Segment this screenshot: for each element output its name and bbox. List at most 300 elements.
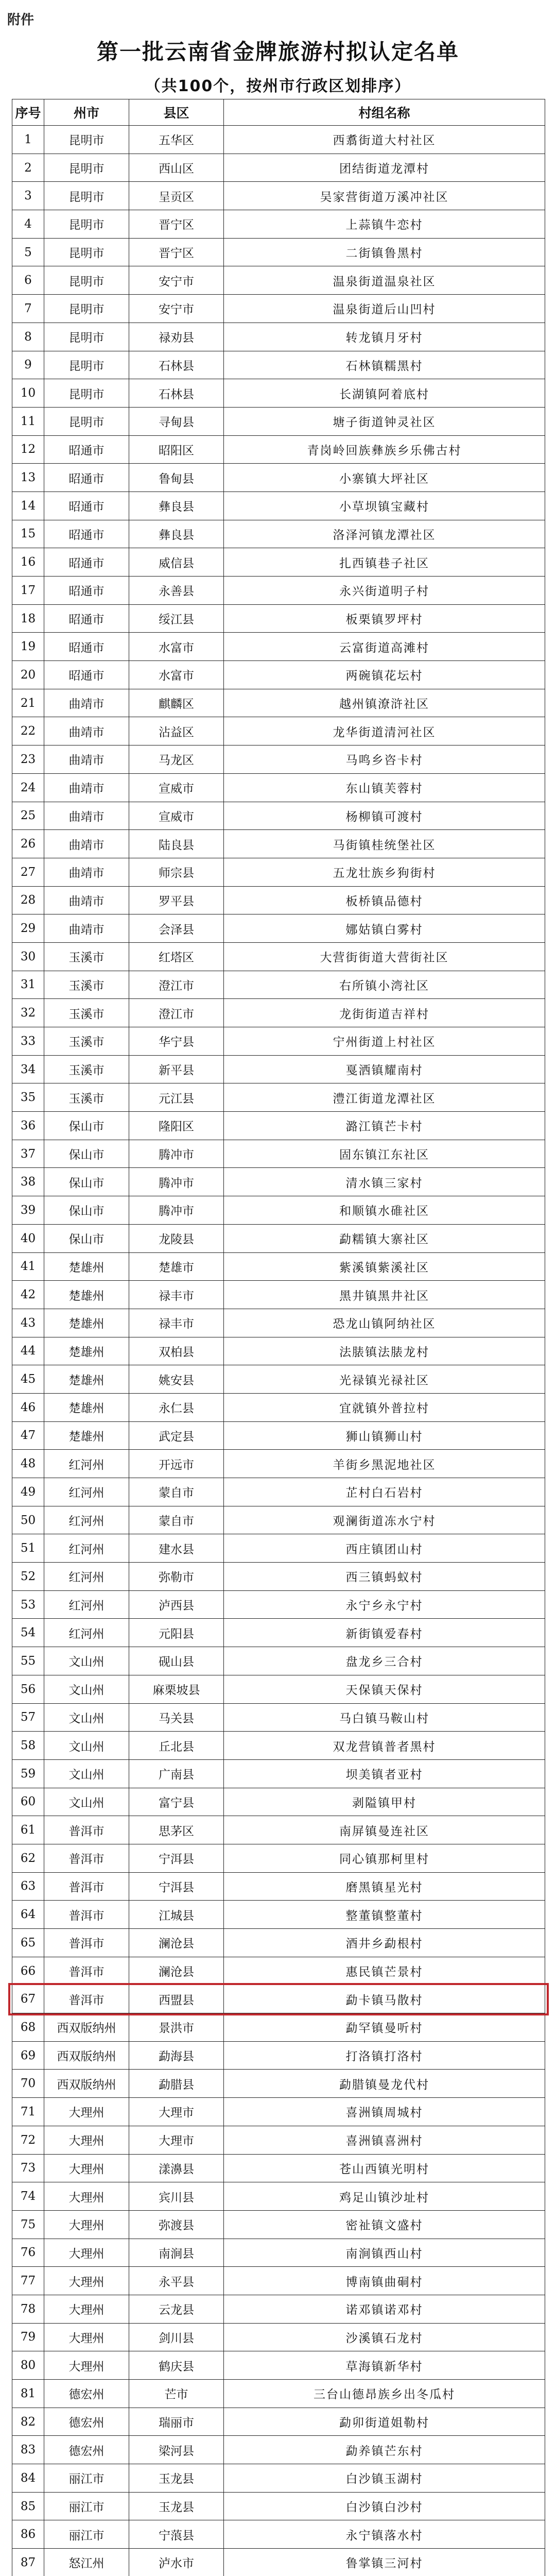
- cell-prefecture: 普洱市: [44, 1816, 129, 1844]
- cell-number: 21: [12, 689, 44, 717]
- cell-county: 弥勒市: [129, 1563, 224, 1591]
- column-header-number: 序号: [12, 99, 44, 126]
- cell-county: 蒙自市: [129, 1506, 224, 1534]
- cell-number: 87: [12, 2549, 44, 2576]
- cell-county: 勐腊县: [129, 2070, 224, 2098]
- cell-prefecture: 楚雄州: [44, 1309, 129, 1337]
- table-row: [12, 1450, 545, 1478]
- village-list-table: [12, 99, 545, 2576]
- table-row: [12, 1027, 545, 1056]
- table-row: [12, 1563, 545, 1591]
- table-row: [12, 492, 545, 520]
- cell-county: 宁洱县: [129, 1844, 224, 1872]
- cell-number: 59: [12, 1759, 44, 1788]
- cell-number: 32: [12, 999, 44, 1027]
- cell-county: 澄江市: [129, 999, 224, 1027]
- table-row: [12, 464, 545, 492]
- cell-village: 勐罕镇曼听村: [224, 2013, 545, 2042]
- cell-number: 22: [12, 717, 44, 745]
- cell-number: 50: [12, 1506, 44, 1534]
- cell-village: 潞江镇芒卡村: [224, 1112, 545, 1140]
- cell-county: 景洪市: [129, 2013, 224, 2042]
- table-row: [12, 1534, 545, 1563]
- cell-prefecture: 红河州: [44, 1619, 129, 1647]
- cell-village: 西庄镇团山村: [224, 1534, 545, 1563]
- table-row: [12, 2549, 545, 2576]
- table-row: [12, 2098, 545, 2126]
- cell-county: 安宁市: [129, 295, 224, 323]
- table-row: [12, 971, 545, 999]
- cell-county: 永善县: [129, 577, 224, 605]
- table-row: [12, 1675, 545, 1703]
- cell-number: 71: [12, 2098, 44, 2126]
- table-row: [12, 379, 545, 408]
- column-header-village: 村组名称: [224, 99, 545, 126]
- table-row: [12, 2520, 545, 2549]
- table-row: [12, 266, 545, 295]
- cell-prefecture: 昭通市: [44, 548, 129, 577]
- table-body: [12, 126, 545, 2576]
- cell-number: 39: [12, 1196, 44, 1225]
- cell-number: 65: [12, 1929, 44, 1957]
- cell-county: 玉龙县: [129, 2464, 224, 2493]
- cell-county: 禄丰市: [129, 1281, 224, 1309]
- cell-prefecture: 昭通市: [44, 604, 129, 633]
- cell-village: 扎西镇巷子社区: [224, 548, 545, 577]
- table-row: [12, 717, 545, 745]
- cell-county: 元阳县: [129, 1619, 224, 1647]
- cell-county: 澜沧县: [129, 1957, 224, 1985]
- cell-prefecture: 文山州: [44, 1647, 129, 1675]
- cell-prefecture: 玉溪市: [44, 942, 129, 971]
- cell-county: 腾冲市: [129, 1140, 224, 1168]
- column-header-prefecture: 州市: [44, 99, 129, 126]
- cell-village: 勐糯镇大寨社区: [224, 1224, 545, 1252]
- cell-prefecture: 昭通市: [44, 435, 129, 464]
- table-row: [12, 2380, 545, 2408]
- table-row: [12, 1393, 545, 1421]
- cell-number: 1: [12, 126, 44, 154]
- cell-village: 宜就镇外普拉村: [224, 1393, 545, 1421]
- cell-number: 76: [12, 2239, 44, 2267]
- cell-prefecture: 楚雄州: [44, 1337, 129, 1365]
- cell-county: 腾冲市: [129, 1196, 224, 1225]
- cell-county: 宾川县: [129, 2182, 224, 2211]
- cell-prefecture: 曲靖市: [44, 802, 129, 830]
- cell-county: 江城县: [129, 1901, 224, 1929]
- table-row: [12, 830, 545, 858]
- cell-number: 3: [12, 182, 44, 210]
- cell-number: 34: [12, 1055, 44, 1083]
- table-row: [12, 1252, 545, 1281]
- cell-village: 温泉街道后山凹村: [224, 295, 545, 323]
- cell-village: 喜洲镇周城村: [224, 2098, 545, 2126]
- cell-village: 温泉街道温泉社区: [224, 266, 545, 295]
- cell-village: 勐卡镇马散村: [224, 1985, 545, 2013]
- cell-county: 砚山县: [129, 1647, 224, 1675]
- cell-prefecture: 大理州: [44, 2098, 129, 2126]
- cell-number: 54: [12, 1619, 44, 1647]
- cell-prefecture: 红河州: [44, 1450, 129, 1478]
- cell-village: 二街镇鲁黑村: [224, 238, 545, 266]
- cell-county: 宁蒗县: [129, 2520, 224, 2549]
- cell-prefecture: 昆明市: [44, 182, 129, 210]
- table-row: [12, 1590, 545, 1619]
- cell-number: 11: [12, 407, 44, 435]
- cell-prefecture: 西双版纳州: [44, 2013, 129, 2042]
- cell-prefecture: 昭通市: [44, 464, 129, 492]
- cell-village: 杨柳镇可渡村: [224, 802, 545, 830]
- cell-village: 永宁镇落水村: [224, 2520, 545, 2549]
- cell-county: 思茅区: [129, 1816, 224, 1844]
- cell-village: 天保镇天保村: [224, 1675, 545, 1703]
- cell-number: 60: [12, 1788, 44, 1816]
- cell-county: 罗平县: [129, 886, 224, 914]
- cell-county: 师宗县: [129, 858, 224, 886]
- cell-county: 富宁县: [129, 1788, 224, 1816]
- cell-village: 龙街街道吉祥村: [224, 999, 545, 1027]
- cell-village: 鲁掌镇三河村: [224, 2549, 545, 2576]
- table-row: [12, 1196, 545, 1225]
- table-row: [12, 1055, 545, 1083]
- cell-prefecture: 文山州: [44, 1788, 129, 1816]
- cell-prefecture: 保山市: [44, 1196, 129, 1225]
- table-row: [12, 745, 545, 774]
- cell-county: 澄江市: [129, 971, 224, 999]
- table-row: [12, 1759, 545, 1788]
- cell-prefecture: 昆明市: [44, 210, 129, 239]
- cell-number: 43: [12, 1309, 44, 1337]
- cell-number: 64: [12, 1901, 44, 1929]
- cell-number: 57: [12, 1703, 44, 1732]
- table-row: [12, 2323, 545, 2351]
- cell-village: 青岗岭回族彝族乡乐佛古村: [224, 435, 545, 464]
- cell-prefecture: 玉溪市: [44, 971, 129, 999]
- table-row: [12, 548, 545, 577]
- cell-county: 姚安县: [129, 1365, 224, 1394]
- cell-number: 28: [12, 886, 44, 914]
- cell-village: 密祉镇文盛村: [224, 2210, 545, 2239]
- cell-prefecture: 昆明市: [44, 238, 129, 266]
- cell-village: 板桥镇品德村: [224, 886, 545, 914]
- cell-number: 18: [12, 604, 44, 633]
- cell-number: 19: [12, 633, 44, 661]
- cell-prefecture: 昆明市: [44, 351, 129, 379]
- cell-number: 17: [12, 577, 44, 605]
- cell-number: 66: [12, 1957, 44, 1985]
- cell-village: 长湖镇阿着底村: [224, 379, 545, 408]
- cell-number: 83: [12, 2436, 44, 2464]
- cell-number: 56: [12, 1675, 44, 1703]
- cell-prefecture: 德宏州: [44, 2380, 129, 2408]
- cell-prefecture: 昆明市: [44, 295, 129, 323]
- cell-village: 狮山镇狮山村: [224, 1421, 545, 1450]
- cell-village: 黑井镇黑井社区: [224, 1281, 545, 1309]
- cell-village: 塘子街道钟灵社区: [224, 407, 545, 435]
- cell-prefecture: 昭通市: [44, 492, 129, 520]
- cell-number: 8: [12, 323, 44, 351]
- cell-number: 62: [12, 1844, 44, 1872]
- cell-county: 威信县: [129, 548, 224, 577]
- cell-number: 74: [12, 2182, 44, 2211]
- table-row: [12, 1844, 545, 1872]
- cell-number: 14: [12, 492, 44, 520]
- cell-prefecture: 红河州: [44, 1506, 129, 1534]
- cell-county: 彝良县: [129, 492, 224, 520]
- cell-village: 戛洒镇耀南村: [224, 1055, 545, 1083]
- table-row: [12, 2041, 545, 2070]
- cell-prefecture: 昭通市: [44, 577, 129, 605]
- cell-prefecture: 丽江市: [44, 2520, 129, 2549]
- cell-number: 38: [12, 1168, 44, 1196]
- cell-county: 永平县: [129, 2267, 224, 2295]
- cell-prefecture: 大理州: [44, 2267, 129, 2295]
- cell-village: 右所镇小湾社区: [224, 971, 545, 999]
- cell-county: 蒙自市: [129, 1478, 224, 1506]
- cell-county: 弥渡县: [129, 2210, 224, 2239]
- cell-village: 喜洲镇喜洲村: [224, 2126, 545, 2154]
- table-row: [12, 633, 545, 661]
- table-row: [12, 2154, 545, 2182]
- cell-village: 勐养镇芒东村: [224, 2436, 545, 2464]
- cell-county: 禄劝县: [129, 323, 224, 351]
- cell-prefecture: 普洱市: [44, 1872, 129, 1901]
- cell-village: 两碗镇花坛村: [224, 661, 545, 689]
- cell-prefecture: 曲靖市: [44, 689, 129, 717]
- cell-village: 白沙镇白沙村: [224, 2492, 545, 2520]
- cell-prefecture: 大理州: [44, 2351, 129, 2380]
- table-row: [12, 1732, 545, 1760]
- cell-county: 剑川县: [129, 2323, 224, 2351]
- cell-village: 吴家营街道万溪冲社区: [224, 182, 545, 210]
- cell-village: 洛泽河镇龙潭社区: [224, 520, 545, 548]
- cell-prefecture: 保山市: [44, 1168, 129, 1196]
- table-row: [12, 1957, 545, 1985]
- cell-prefecture: 丽江市: [44, 2464, 129, 2493]
- cell-county: 彝良县: [129, 520, 224, 548]
- cell-village: 紫溪镇紫溪社区: [224, 1252, 545, 1281]
- cell-village: 三台山德昂族乡出冬瓜村: [224, 2380, 545, 2408]
- cell-village: 芷村白石岩村: [224, 1478, 545, 1506]
- cell-county: 宣威市: [129, 773, 224, 802]
- cell-prefecture: 大理州: [44, 2323, 129, 2351]
- cell-number: 31: [12, 971, 44, 999]
- cell-prefecture: 保山市: [44, 1112, 129, 1140]
- table-row: [12, 2126, 545, 2154]
- cell-number: 61: [12, 1816, 44, 1844]
- cell-prefecture: 曲靖市: [44, 830, 129, 858]
- table-row: [12, 1619, 545, 1647]
- cell-village: 光禄镇光禄社区: [224, 1365, 545, 1394]
- table-row: [12, 351, 545, 379]
- table-row: [12, 2408, 545, 2436]
- page-title: 第一批云南省金牌旅游村拟认定名单: [96, 39, 459, 64]
- table-row: [12, 2013, 545, 2042]
- table-row: [12, 577, 545, 605]
- cell-number: 63: [12, 1872, 44, 1901]
- cell-prefecture: 楚雄州: [44, 1252, 129, 1281]
- cell-county: 鹤庆县: [129, 2351, 224, 2380]
- cell-village: 南屏镇曼连社区: [224, 1816, 545, 1844]
- table-row: [12, 1421, 545, 1450]
- cell-village: 永兴街道明子村: [224, 577, 545, 605]
- cell-village: 固东镇江东社区: [224, 1140, 545, 1168]
- table-row: [12, 1872, 545, 1901]
- cell-county: 寻甸县: [129, 407, 224, 435]
- cell-prefecture: 昆明市: [44, 266, 129, 295]
- table-row: [12, 435, 545, 464]
- cell-number: 75: [12, 2210, 44, 2239]
- cell-prefecture: 怒江州: [44, 2549, 129, 2576]
- table-header-row: [12, 99, 545, 126]
- cell-prefecture: 昆明市: [44, 379, 129, 408]
- cell-prefecture: 大理州: [44, 2126, 129, 2154]
- cell-prefecture: 文山州: [44, 1675, 129, 1703]
- cell-number: 47: [12, 1421, 44, 1450]
- cell-number: 27: [12, 858, 44, 886]
- cell-prefecture: 红河州: [44, 1563, 129, 1591]
- cell-prefecture: 西双版纳州: [44, 2041, 129, 2070]
- cell-number: 20: [12, 661, 44, 689]
- cell-prefecture: 曲靖市: [44, 858, 129, 886]
- cell-village: 惠民镇芒景村: [224, 1957, 545, 1985]
- cell-number: 69: [12, 2041, 44, 2070]
- cell-number: 68: [12, 2013, 44, 2042]
- cell-number: 84: [12, 2464, 44, 2493]
- cell-county: 大理市: [129, 2126, 224, 2154]
- cell-county: 宣威市: [129, 802, 224, 830]
- cell-number: 55: [12, 1647, 44, 1675]
- cell-county: 瑞丽市: [129, 2408, 224, 2436]
- cell-village: 酒井乡勐根村: [224, 1929, 545, 1957]
- cell-prefecture: 曲靖市: [44, 773, 129, 802]
- table-row: [12, 914, 545, 943]
- cell-county: 元江县: [129, 1083, 224, 1112]
- cell-village: 观澜街道冻水宁村: [224, 1506, 545, 1534]
- cell-county: 梁河县: [129, 2436, 224, 2464]
- cell-county: 石林县: [129, 351, 224, 379]
- cell-county: 呈贡区: [129, 182, 224, 210]
- cell-number: 79: [12, 2323, 44, 2351]
- cell-prefecture: 普洱市: [44, 1985, 129, 2013]
- cell-prefecture: 红河州: [44, 1534, 129, 1563]
- cell-number: 53: [12, 1590, 44, 1619]
- cell-prefecture: 曲靖市: [44, 886, 129, 914]
- table-row: [12, 604, 545, 633]
- cell-prefecture: 昆明市: [44, 154, 129, 182]
- cell-number: 4: [12, 210, 44, 239]
- cell-county: 鲁甸县: [129, 464, 224, 492]
- cell-prefecture: 楚雄州: [44, 1281, 129, 1309]
- cell-prefecture: 大理州: [44, 2295, 129, 2323]
- cell-county: 宁洱县: [129, 1872, 224, 1901]
- table-row: [12, 1985, 545, 2013]
- cell-county: 双柏县: [129, 1337, 224, 1365]
- cell-village: 羊街乡黑泥地社区: [224, 1450, 545, 1478]
- cell-prefecture: 大理州: [44, 2239, 129, 2267]
- cell-number: 46: [12, 1393, 44, 1421]
- cell-number: 80: [12, 2351, 44, 2380]
- table-row: [12, 858, 545, 886]
- table-row: [12, 238, 545, 266]
- cell-prefecture: 玉溪市: [44, 1055, 129, 1083]
- cell-prefecture: 德宏州: [44, 2436, 129, 2464]
- cell-prefecture: 丽江市: [44, 2492, 129, 2520]
- cell-number: 24: [12, 773, 44, 802]
- cell-village: 澧江街道龙潭社区: [224, 1083, 545, 1112]
- cell-number: 81: [12, 2380, 44, 2408]
- cell-village: 大营街街道大营街社区: [224, 942, 545, 971]
- cell-county: 泸水市: [129, 2549, 224, 2576]
- cell-number: 16: [12, 548, 44, 577]
- cell-village: 娜姑镇白雾村: [224, 914, 545, 943]
- cell-prefecture: 楚雄州: [44, 1393, 129, 1421]
- cell-county: 安宁市: [129, 266, 224, 295]
- table-row: [12, 661, 545, 689]
- cell-number: 30: [12, 942, 44, 971]
- cell-number: 29: [12, 914, 44, 943]
- cell-county: 石林县: [129, 379, 224, 408]
- cell-county: 昭阳区: [129, 435, 224, 464]
- cell-county: 水富市: [129, 661, 224, 689]
- cell-village: 双龙营镇普者黑村: [224, 1732, 545, 1760]
- table-row: [12, 1901, 545, 1929]
- cell-prefecture: 玉溪市: [44, 999, 129, 1027]
- cell-number: 13: [12, 464, 44, 492]
- cell-prefecture: 德宏州: [44, 2408, 129, 2436]
- cell-number: 7: [12, 295, 44, 323]
- cell-prefecture: 昆明市: [44, 126, 129, 154]
- cell-village: 板栗镇罗坪村: [224, 604, 545, 633]
- cell-county: 麻栗坡县: [129, 1675, 224, 1703]
- table-row: [12, 1224, 545, 1252]
- cell-village: 五龙壮族乡狗街村: [224, 858, 545, 886]
- cell-village: 马街镇桂统堡社区: [224, 830, 545, 858]
- cell-number: 37: [12, 1140, 44, 1168]
- cell-prefecture: 玉溪市: [44, 1083, 129, 1112]
- attachment-label: 附件: [7, 12, 34, 28]
- table-row: [12, 1281, 545, 1309]
- cell-county: 禄丰市: [129, 1309, 224, 1337]
- cell-number: 58: [12, 1732, 44, 1760]
- cell-number: 72: [12, 2126, 44, 2154]
- table-row: [12, 520, 545, 548]
- table-row: [12, 999, 545, 1027]
- table-row: [12, 689, 545, 717]
- cell-number: 25: [12, 802, 44, 830]
- table-row: [12, 2436, 545, 2464]
- table-row: [12, 2295, 545, 2323]
- cell-village: 小草坝镇宝藏村: [224, 492, 545, 520]
- cell-county: 南涧县: [129, 2239, 224, 2267]
- cell-village: 坝美镇者亚村: [224, 1759, 545, 1788]
- cell-prefecture: 昭通市: [44, 520, 129, 548]
- cell-county: 漾濞县: [129, 2154, 224, 2182]
- cell-number: 35: [12, 1083, 44, 1112]
- cell-prefecture: 保山市: [44, 1140, 129, 1168]
- cell-village: 龙华街道清河社区: [224, 717, 545, 745]
- cell-number: 42: [12, 1281, 44, 1309]
- cell-village: 沙溪镇石龙村: [224, 2323, 545, 2351]
- cell-county: 勐海县: [129, 2041, 224, 2070]
- cell-village: 恐龙山镇阿纳社区: [224, 1309, 545, 1337]
- cell-county: 丘北县: [129, 1732, 224, 1760]
- cell-prefecture: 文山州: [44, 1732, 129, 1760]
- cell-village: 南涧镇西山村: [224, 2239, 545, 2267]
- table-row: [12, 2267, 545, 2295]
- table-row: [12, 1647, 545, 1675]
- table-row: [12, 2239, 545, 2267]
